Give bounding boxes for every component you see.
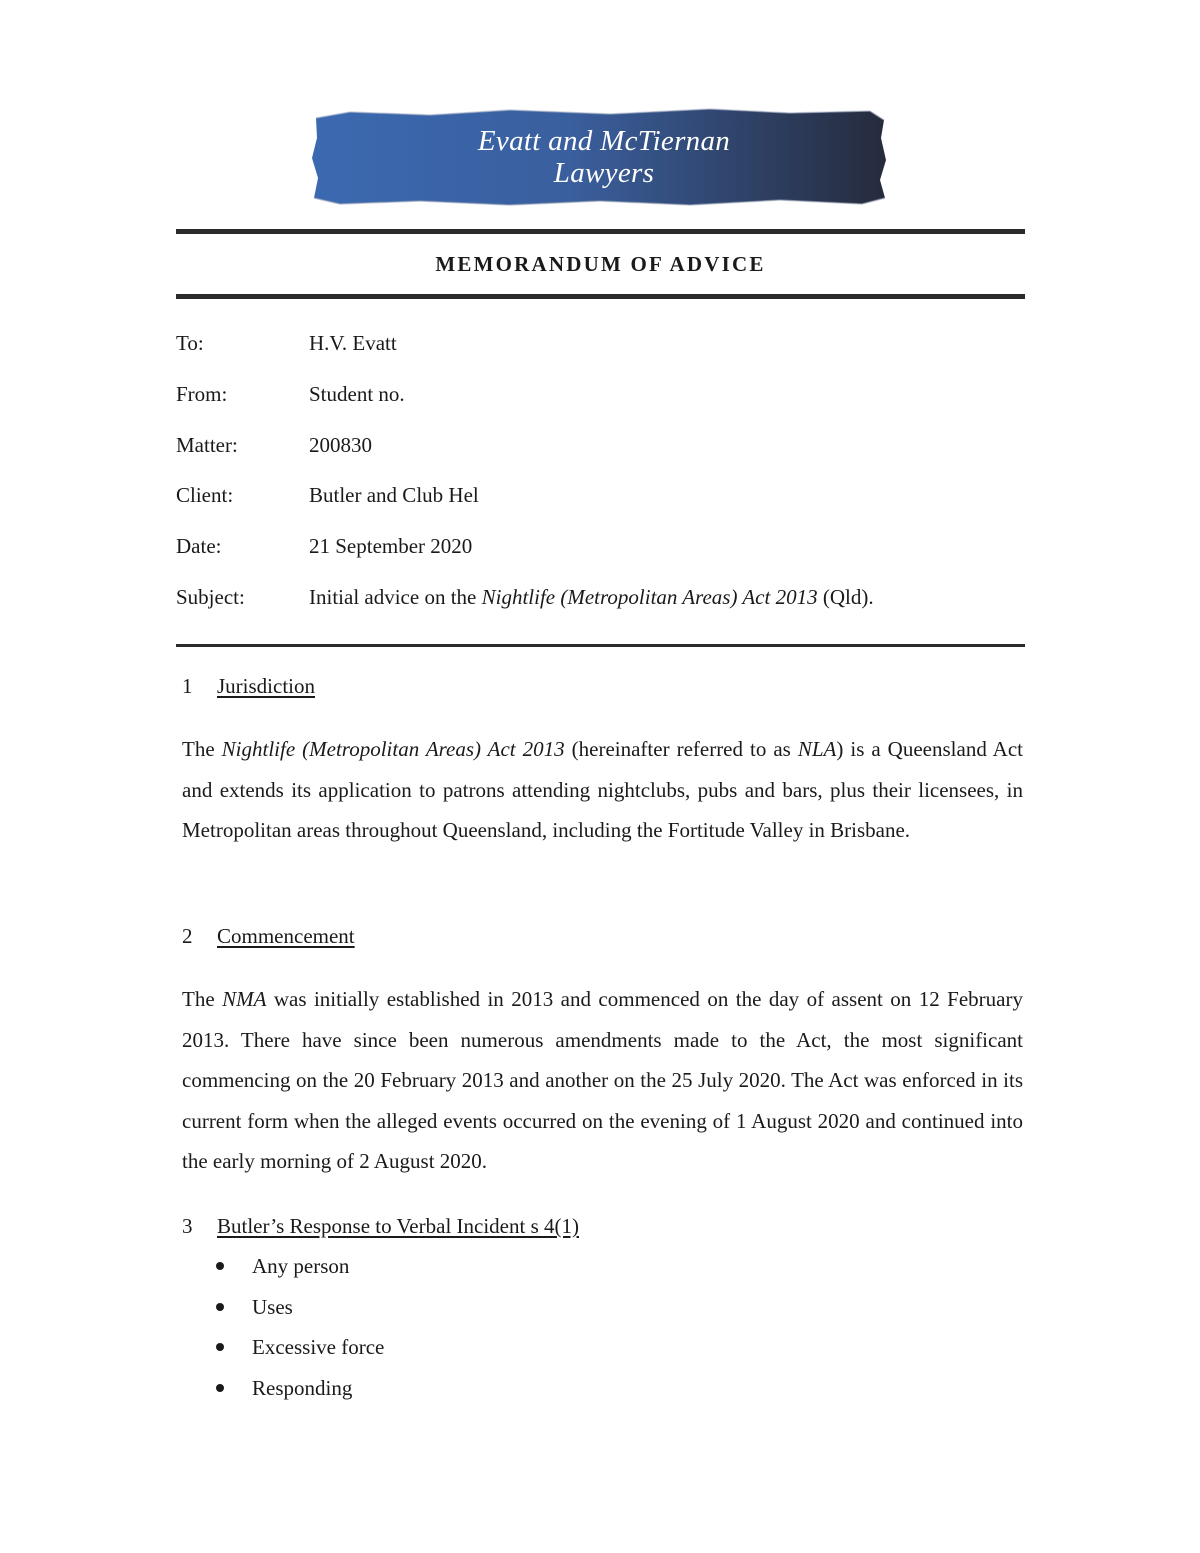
subject-act-title: Nightlife (Metropolitan Areas) Act 2013	[481, 584, 818, 609]
act-abbreviation: NLA	[797, 737, 837, 761]
section-number: 3	[182, 1214, 193, 1238]
list-item-text: Responding	[252, 1375, 353, 1400]
section-number: 1	[182, 674, 193, 698]
field-value: H.V. Evatt	[309, 331, 397, 355]
bullet-icon	[216, 1303, 224, 1311]
header-bottom-rule	[176, 644, 1025, 647]
section-heading-jurisdiction	[182, 673, 315, 699]
field-value: Butler and Club Hel	[309, 483, 479, 508]
memo-header-fields	[176, 330, 1025, 635]
field-value: Student no.	[309, 381, 405, 406]
text-run: was initially established in 2013 and commenced on the day of assent on 12 February 2013. There have since been numerous amendments made to the Act, the most significant commencing on the 20 February 2013 and another on the 25 July 2020. The Act was enforced in its current form when the alleged events occurred on the evening of 1 August 2020 and continued into the early morning of 2 August 2020.	[182, 987, 1023, 1173]
section-title: Butler’s Response to Verbal Incident s 4(1)	[217, 1214, 579, 1238]
field-value	[309, 584, 874, 610]
list-item-text: Any person	[252, 1254, 350, 1278]
field-label: To:	[176, 331, 204, 355]
act-title: Nightlife (Metropolitan Areas) Act 2013	[221, 737, 565, 761]
field-date	[176, 533, 1025, 584]
field-matter	[176, 432, 1025, 483]
text-run: The	[182, 737, 222, 761]
bullet-icon	[216, 1343, 224, 1351]
field-label: Client:	[176, 483, 234, 508]
field-label: Subject:	[176, 584, 245, 609]
field-label: Date:	[176, 534, 222, 559]
field-label: Matter:	[176, 432, 238, 457]
text-run: The	[182, 987, 223, 1011]
subject-prefix: Initial advice on the	[309, 584, 482, 609]
paragraph-jurisdiction	[182, 729, 1023, 851]
logo-firm-subtitle: Lawyers	[553, 157, 655, 189]
paragraph-commencement	[182, 979, 1023, 1182]
logo-firm-name: Evatt and McTiernan	[477, 125, 731, 157]
field-value: 21 September 2020	[309, 534, 473, 559]
field-from	[176, 381, 1025, 432]
list-item-text: Excessive force	[252, 1335, 385, 1359]
memo-title: MEMORANDUM OF ADVICE	[435, 252, 766, 276]
field-subject	[176, 584, 1025, 635]
section-number: 2	[182, 924, 193, 948]
act-abbreviation: NMA	[222, 987, 267, 1011]
title-bottom-rule	[176, 294, 1025, 299]
top-rule	[176, 229, 1025, 234]
subject-suffix: (Qld).	[817, 584, 874, 609]
bullet-icon	[216, 1384, 224, 1392]
section-title: Jurisdiction	[217, 674, 315, 698]
field-label: From:	[176, 381, 228, 406]
field-client	[176, 482, 1025, 533]
field-value: 200830	[309, 432, 372, 457]
bullet-icon	[216, 1262, 224, 1270]
section-title: Commencement	[217, 924, 355, 948]
field-to	[176, 330, 1025, 381]
firm-logo	[310, 108, 888, 206]
section-heading-butler-response	[182, 1213, 579, 1239]
list-item-text: Uses	[252, 1294, 293, 1319]
section-heading-commencement	[182, 923, 355, 949]
text-run: (hereinafter referred to as	[564, 737, 798, 761]
text-run: ) is a Queensland Act and extends its application to patrons attending nightclubs, pubs and bars, plus their licensees, in Metropolitan areas throughout Queensland, including the Fortitude Valley in Brisbane.	[182, 737, 1023, 842]
